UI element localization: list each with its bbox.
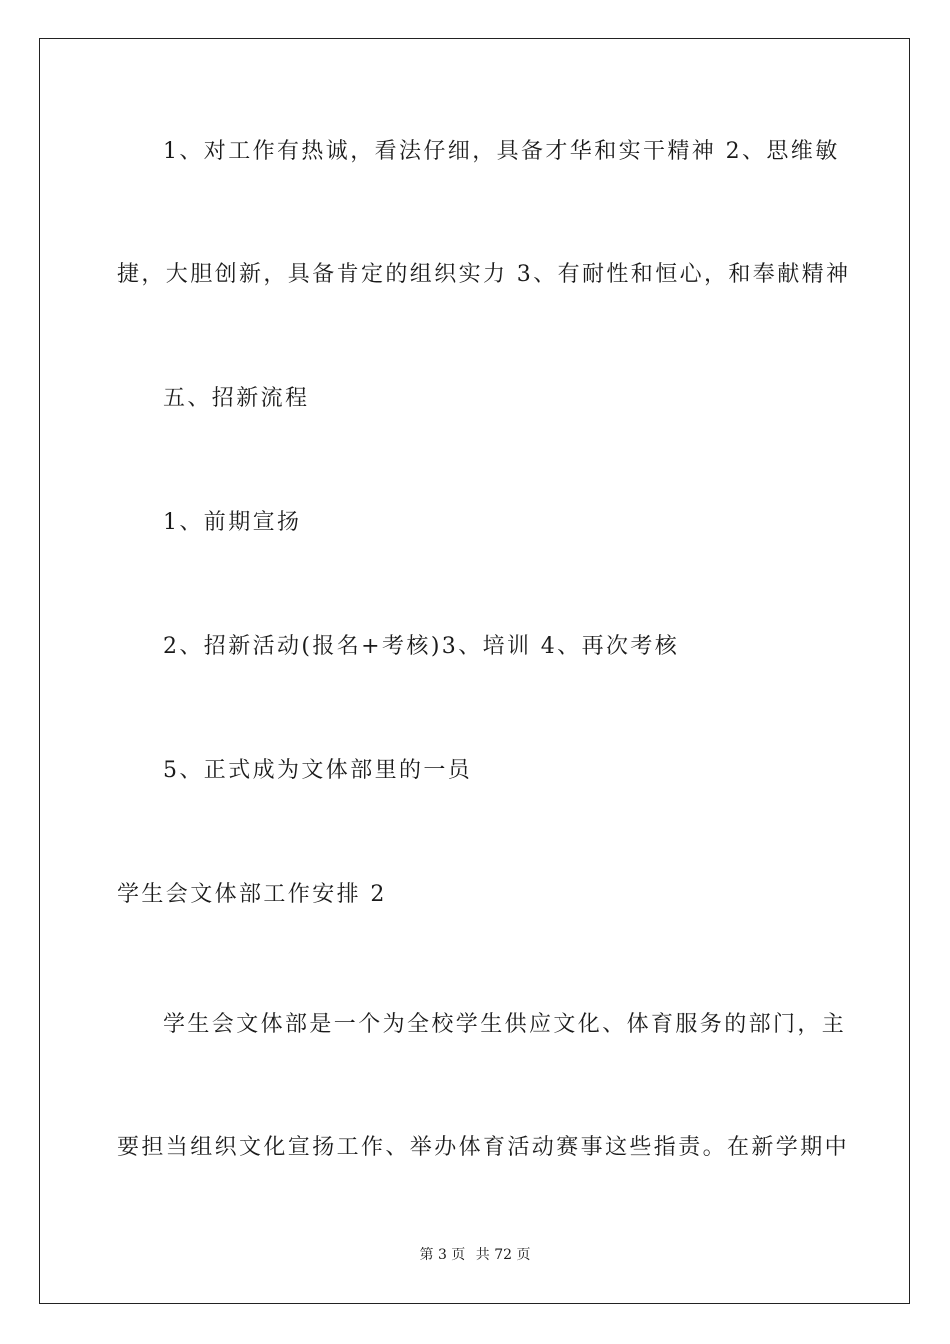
page-footer: [0, 1245, 950, 1265]
text-line-2: 捷，大胆创新，具备肯定的组织实力 3、有耐性和恒心，和奉献精神: [117, 262, 851, 287]
section-heading-recruitment-process: 五、招新流程: [163, 386, 310, 411]
article-title: 学生会文体部工作安排 2: [117, 882, 387, 907]
text-line-step-5: 5、正式成为文体部里的一员: [163, 758, 473, 783]
text-line-paragraph-1: 学生会文体部是一个为全校学生供应文化、体育服务的部门，主: [163, 1012, 847, 1037]
text-line-1: 1、对工作有热诚，看法仔细，具备才华和实干精神 2、思维敏: [163, 139, 840, 164]
page-border: [39, 38, 910, 1304]
text-line-step-2-4: 2、招新活动(报名+考核)3、培训 4、再次考核: [163, 634, 680, 659]
page-number: 第 3 页: [419, 1247, 466, 1263]
text-line-paragraph-2: 要担当组织文化宣扬工作、举办体育活动赛事这些指责。在新学期中: [117, 1135, 850, 1160]
total-pages: 共 72 页: [475, 1247, 531, 1263]
text-line-step-1: 1、前期宣扬: [163, 510, 302, 535]
